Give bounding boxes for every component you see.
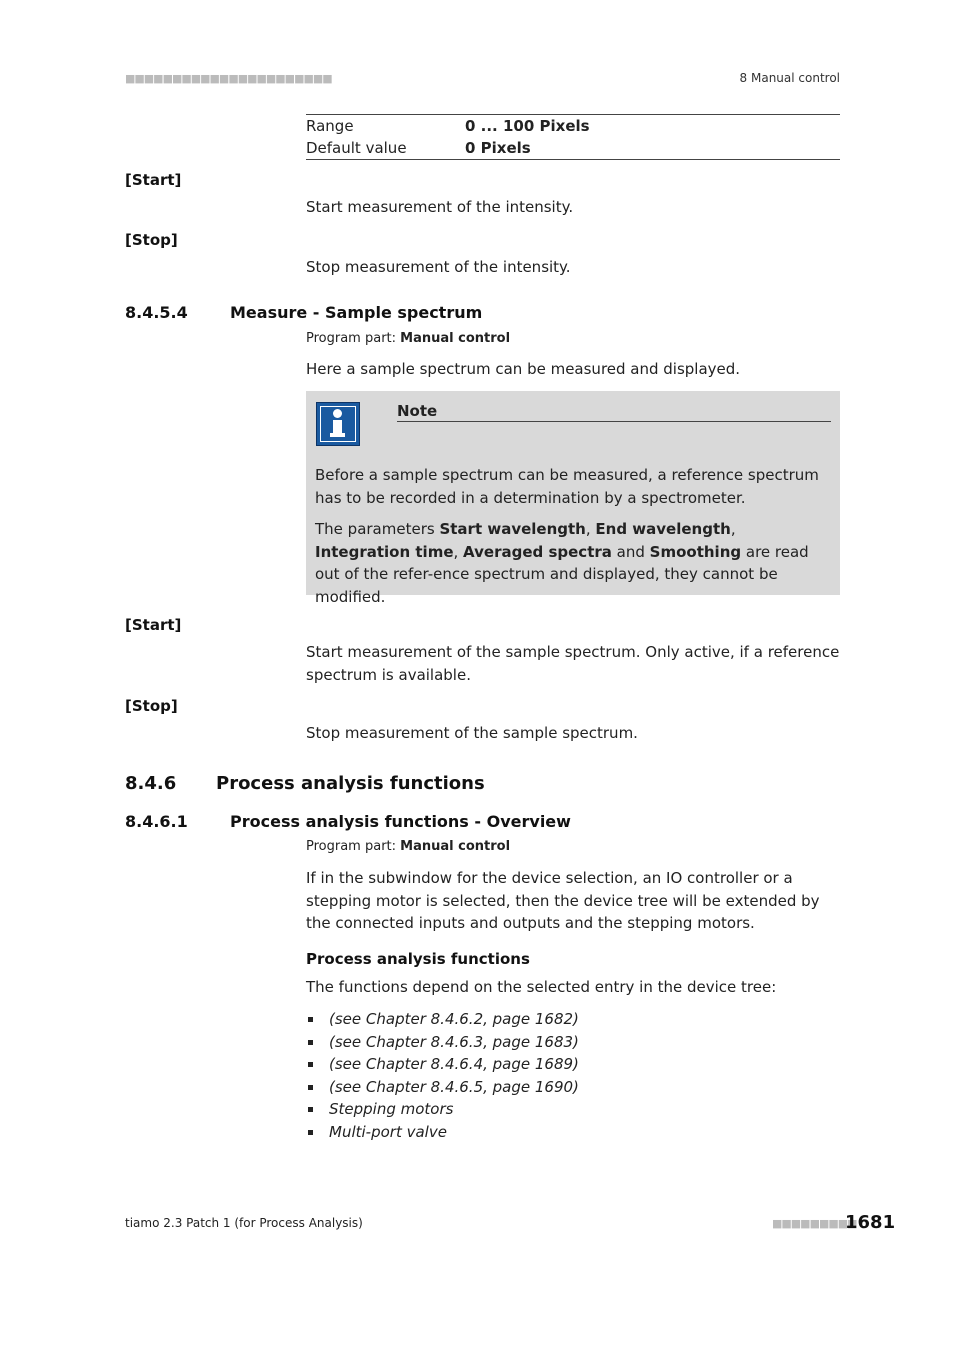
sample-start-label: [Start]: [125, 616, 182, 634]
section-heading-846: [125, 773, 485, 794]
list-item: Multi-port valve: [306, 1121, 579, 1144]
list-item: Stepping motors: [306, 1098, 579, 1121]
section-number: 8.4.5.4: [125, 303, 188, 322]
section-heading-8461: [125, 812, 571, 831]
param-value: 0 Pixels: [465, 139, 531, 157]
param-start-wavelength: Start wavelength: [439, 520, 586, 538]
param-smoothing: Smoothing: [649, 542, 742, 561]
info-icon: [316, 402, 360, 446]
section-title: Process analysis functions: [216, 773, 485, 794]
note-paragraph-2: [315, 518, 835, 608]
intensity-start-desc: Start measurement of the intensity.: [306, 198, 574, 216]
param-value: 0 ... 100 Pixels: [465, 117, 590, 135]
note-text: ,: [585, 520, 596, 538]
param-integration-time: Integration time: [315, 542, 454, 561]
intensity-stop-label: [Stop]: [125, 231, 178, 249]
list-item[interactable]: (see Chapter 8.4.6.3, page 1683): [306, 1031, 579, 1054]
param-row-default: [306, 137, 840, 159]
page-number: 1681: [845, 1212, 896, 1233]
section-heading-8454: [125, 303, 482, 322]
section-title: Measure - Sample spectrum: [230, 303, 483, 322]
functions-list: [306, 1008, 579, 1143]
functions-lead: The functions depend on the selected entry in the device tree:: [306, 978, 777, 996]
note-paragraph-1: Before a sample spectrum can be measured, a reference spectrum has to be recorded in a determination by a spectrometer.: [315, 466, 819, 507]
note-text: and: [611, 542, 650, 561]
param-end-wavelength: End wavelength: [595, 520, 731, 538]
note-box: [306, 391, 840, 606]
note-text: The parameters: [315, 520, 440, 538]
section-title: Process analysis functions - Overview: [230, 812, 571, 831]
intensity-start-label: [Start]: [125, 171, 182, 189]
list-item[interactable]: (see Chapter 8.4.6.2, page 1682): [306, 1008, 579, 1031]
program-part-value: Manual control: [400, 331, 511, 346]
subheading: Process analysis functions: [306, 950, 530, 968]
program-part-value: Manual control: [400, 839, 511, 854]
program-part: [306, 839, 510, 854]
sample-stop-desc: Stop measurement of the sample spectrum.: [306, 724, 638, 742]
section-intro: If in the subwindow for the device selection, an IO controller or a stepping motor is selected, then the device tree will be extended by the connected inputs and outputs and the stepping motors.: [306, 869, 820, 932]
program-part: [306, 331, 510, 346]
running-header-section: 8 Manual control: [739, 71, 840, 85]
note-title: Note: [397, 402, 831, 422]
note-text: are read out of the refer-ence spectrum and displayed, they cannot be modified.: [315, 542, 809, 606]
list-item[interactable]: (see Chapter 8.4.6.4, page 1689): [306, 1053, 579, 1076]
section-number: 8.4.6: [125, 773, 177, 794]
running-header-squares: ■■■■■■■■■■■■■■■■■■■■■■: [125, 72, 332, 85]
program-part-label: Program part:: [306, 331, 397, 346]
section-intro: Here a sample spectrum can be measured and displayed.: [306, 360, 741, 378]
param-label: Default value: [306, 139, 407, 157]
section-number: 8.4.6.1: [125, 812, 188, 831]
program-part-label: Program part:: [306, 839, 397, 854]
footer-squares: ■■■■■■■■■: [772, 1217, 857, 1230]
sample-start-desc: Start measurement of the sample spectrum. Only active, if a reference spectrum is available.: [306, 643, 840, 684]
note-text: ,: [730, 520, 736, 538]
list-item[interactable]: (see Chapter 8.4.6.5, page 1690): [306, 1076, 579, 1099]
param-averaged-spectra: Averaged spectra: [463, 542, 612, 561]
sample-stop-label: [Stop]: [125, 697, 178, 715]
parameter-table: [306, 114, 840, 160]
intensity-stop-desc: Stop measurement of the intensity.: [306, 258, 571, 276]
footer-product: tiamo 2.3 Patch 1 (for Process Analysis): [125, 1216, 363, 1230]
note-text: ,: [453, 542, 464, 561]
param-row-range: [306, 115, 840, 137]
param-label: Range: [306, 117, 354, 135]
